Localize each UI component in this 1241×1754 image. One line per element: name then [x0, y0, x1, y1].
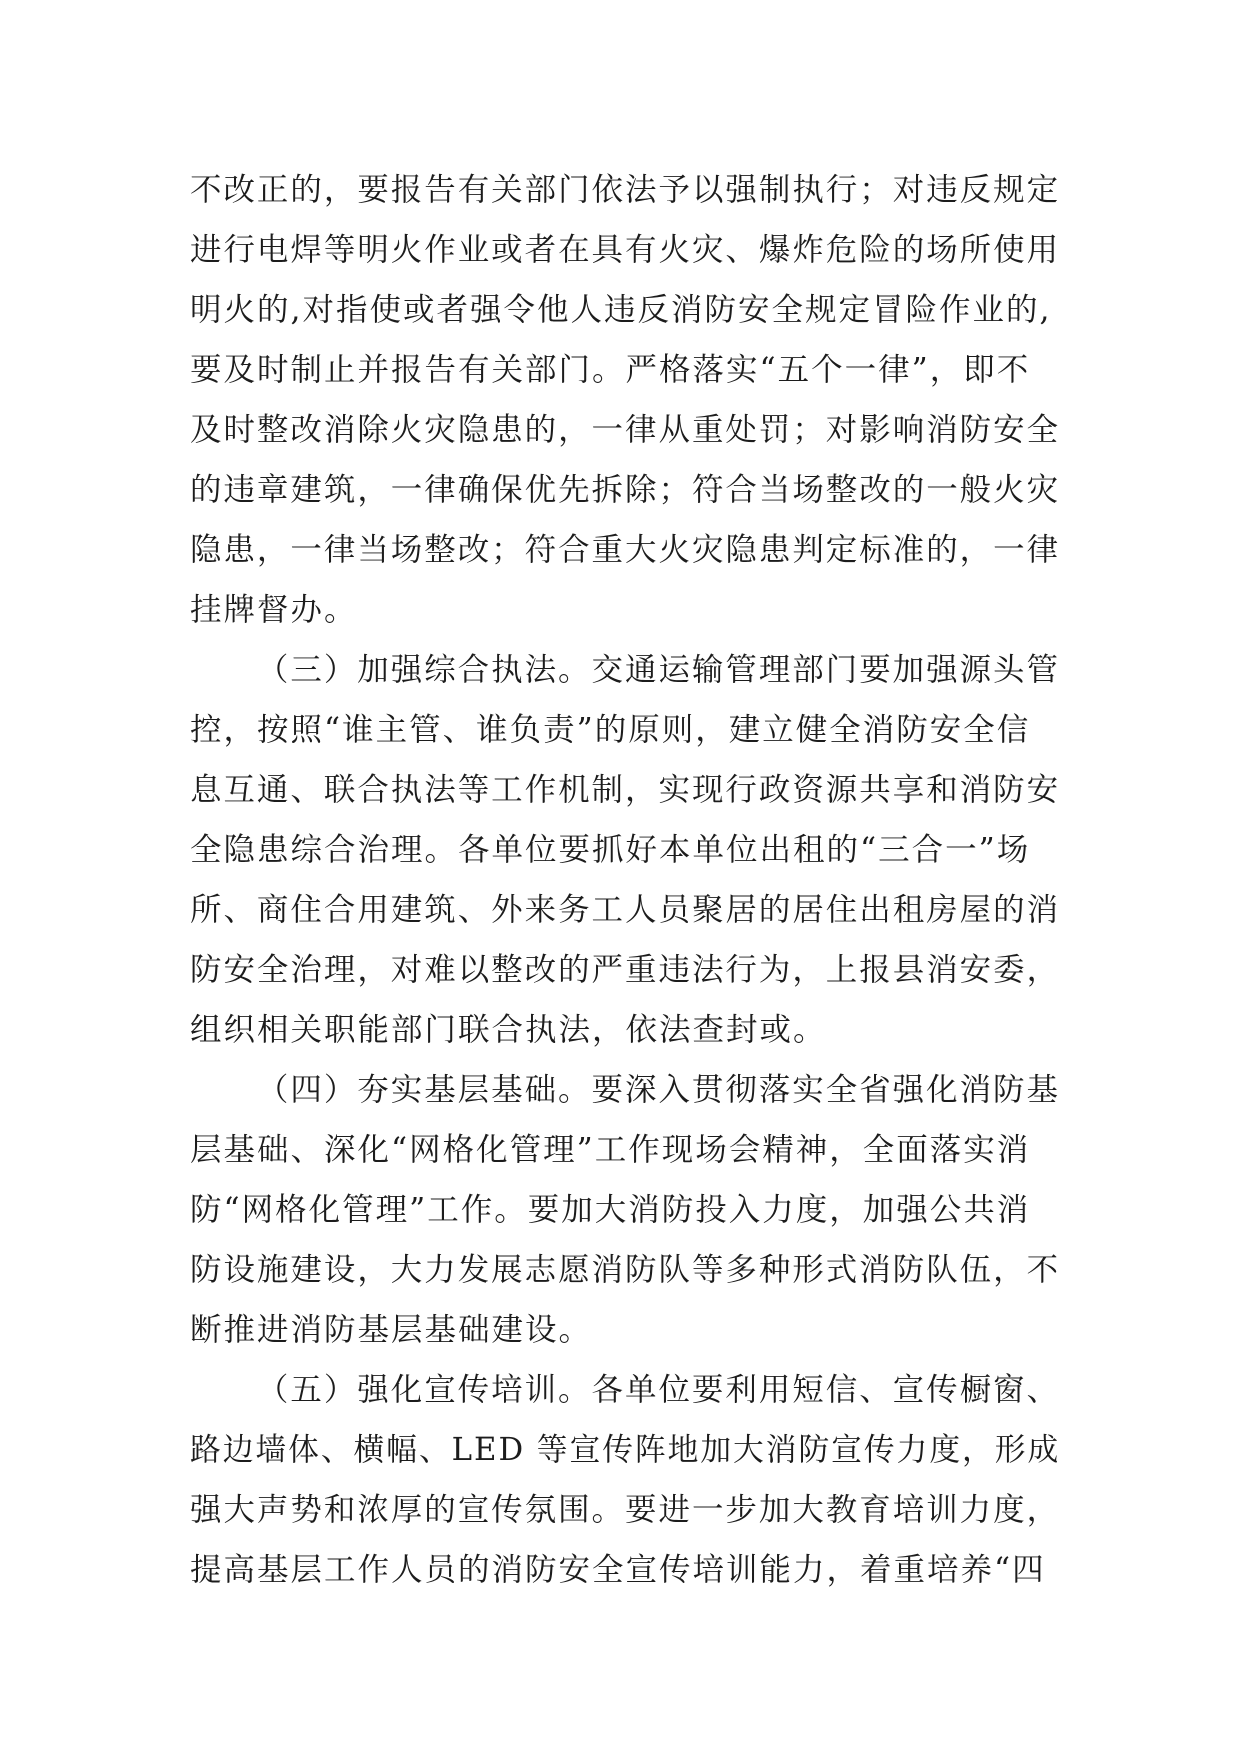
- text-line: 全隐患综合治理。各单位要抓好本单位出租的“三合一”场: [190, 832, 1031, 868]
- paragraph-section-five: [190, 1360, 1060, 1600]
- text-line: 控，按照“谁主管、谁负责”的原则，建立健全消防安全信: [190, 712, 1031, 748]
- text-line: 所、商住合用建筑、外来务工人员聚居的居住出租房屋的消: [190, 892, 1061, 928]
- text-line: 层基础、深化“网格化管理”工作现场会精神，全面落实消: [190, 1132, 1031, 1168]
- paragraph-enforcement-continuation: [190, 160, 1060, 640]
- text-line: 息互通、联合执法等工作机制，实现行政资源共享和消防安: [190, 772, 1061, 808]
- section-heading-line: （三）加强综合执法。交通运输管理部门要加强源头管: [256, 652, 1060, 688]
- section-heading-line: （四）夯实基层基础。要深入贯彻落实全省强化消防基: [256, 1072, 1060, 1108]
- text-line: 防安全治理，对难以整改的严重违法行为，上报县消安委，: [190, 952, 1061, 988]
- text-line: 防“网格化管理”工作。要加大消防投入力度，加强公共消: [190, 1192, 1031, 1228]
- text-line: 不改正的，要报告有关部门依法予以强制执行；对违反规定: [190, 172, 1061, 208]
- paragraph-section-three: [190, 640, 1060, 1060]
- text-line: 及时整改消除火灾隐患的，一律从重处罚；对影响消防安全: [190, 412, 1061, 448]
- document-body: [190, 160, 1060, 1600]
- text-line: 明火的,对指使或者强令他人违反消防安全规定冒险作业的,: [190, 292, 1052, 328]
- text-line: 强大声势和浓厚的宣传氛围。要进一步加大教育培训力度，: [190, 1492, 1061, 1528]
- section-heading-line: （五）强化宣传培训。各单位要利用短信、宣传橱窗、: [256, 1372, 1060, 1408]
- text-line: 进行电焊等明火作业或者在具有火灾、爆炸危险的场所使用: [190, 232, 1061, 268]
- text-line: 隐患，一律当场整改；符合重大火灾隐患判定标准的，一律: [190, 532, 1061, 568]
- paragraph-section-four: [190, 1060, 1060, 1360]
- text-line: 组织相关职能部门联合执法，依法查封或。: [190, 1012, 827, 1048]
- text-line: 要及时制止并报告有关部门。严格落实“五个一律”，即不: [190, 352, 1031, 388]
- text-line: 提高基层工作人员的消防安全宣传培训能力，着重培养“四: [190, 1552, 1046, 1588]
- text-line: 路边墙体、横幅、LED 等宣传阵地加大消防宣传力度，形成: [190, 1432, 1061, 1468]
- text-line: 挂牌督办。: [190, 592, 358, 628]
- text-line: 断推进消防基层基础建设。: [190, 1312, 593, 1348]
- text-line: 防设施建设，大力发展志愿消防队等多种形式消防队伍，不: [190, 1252, 1061, 1288]
- text-line: 的违章建筑，一律确保优先拆除；符合当场整改的一般火灾: [190, 472, 1061, 508]
